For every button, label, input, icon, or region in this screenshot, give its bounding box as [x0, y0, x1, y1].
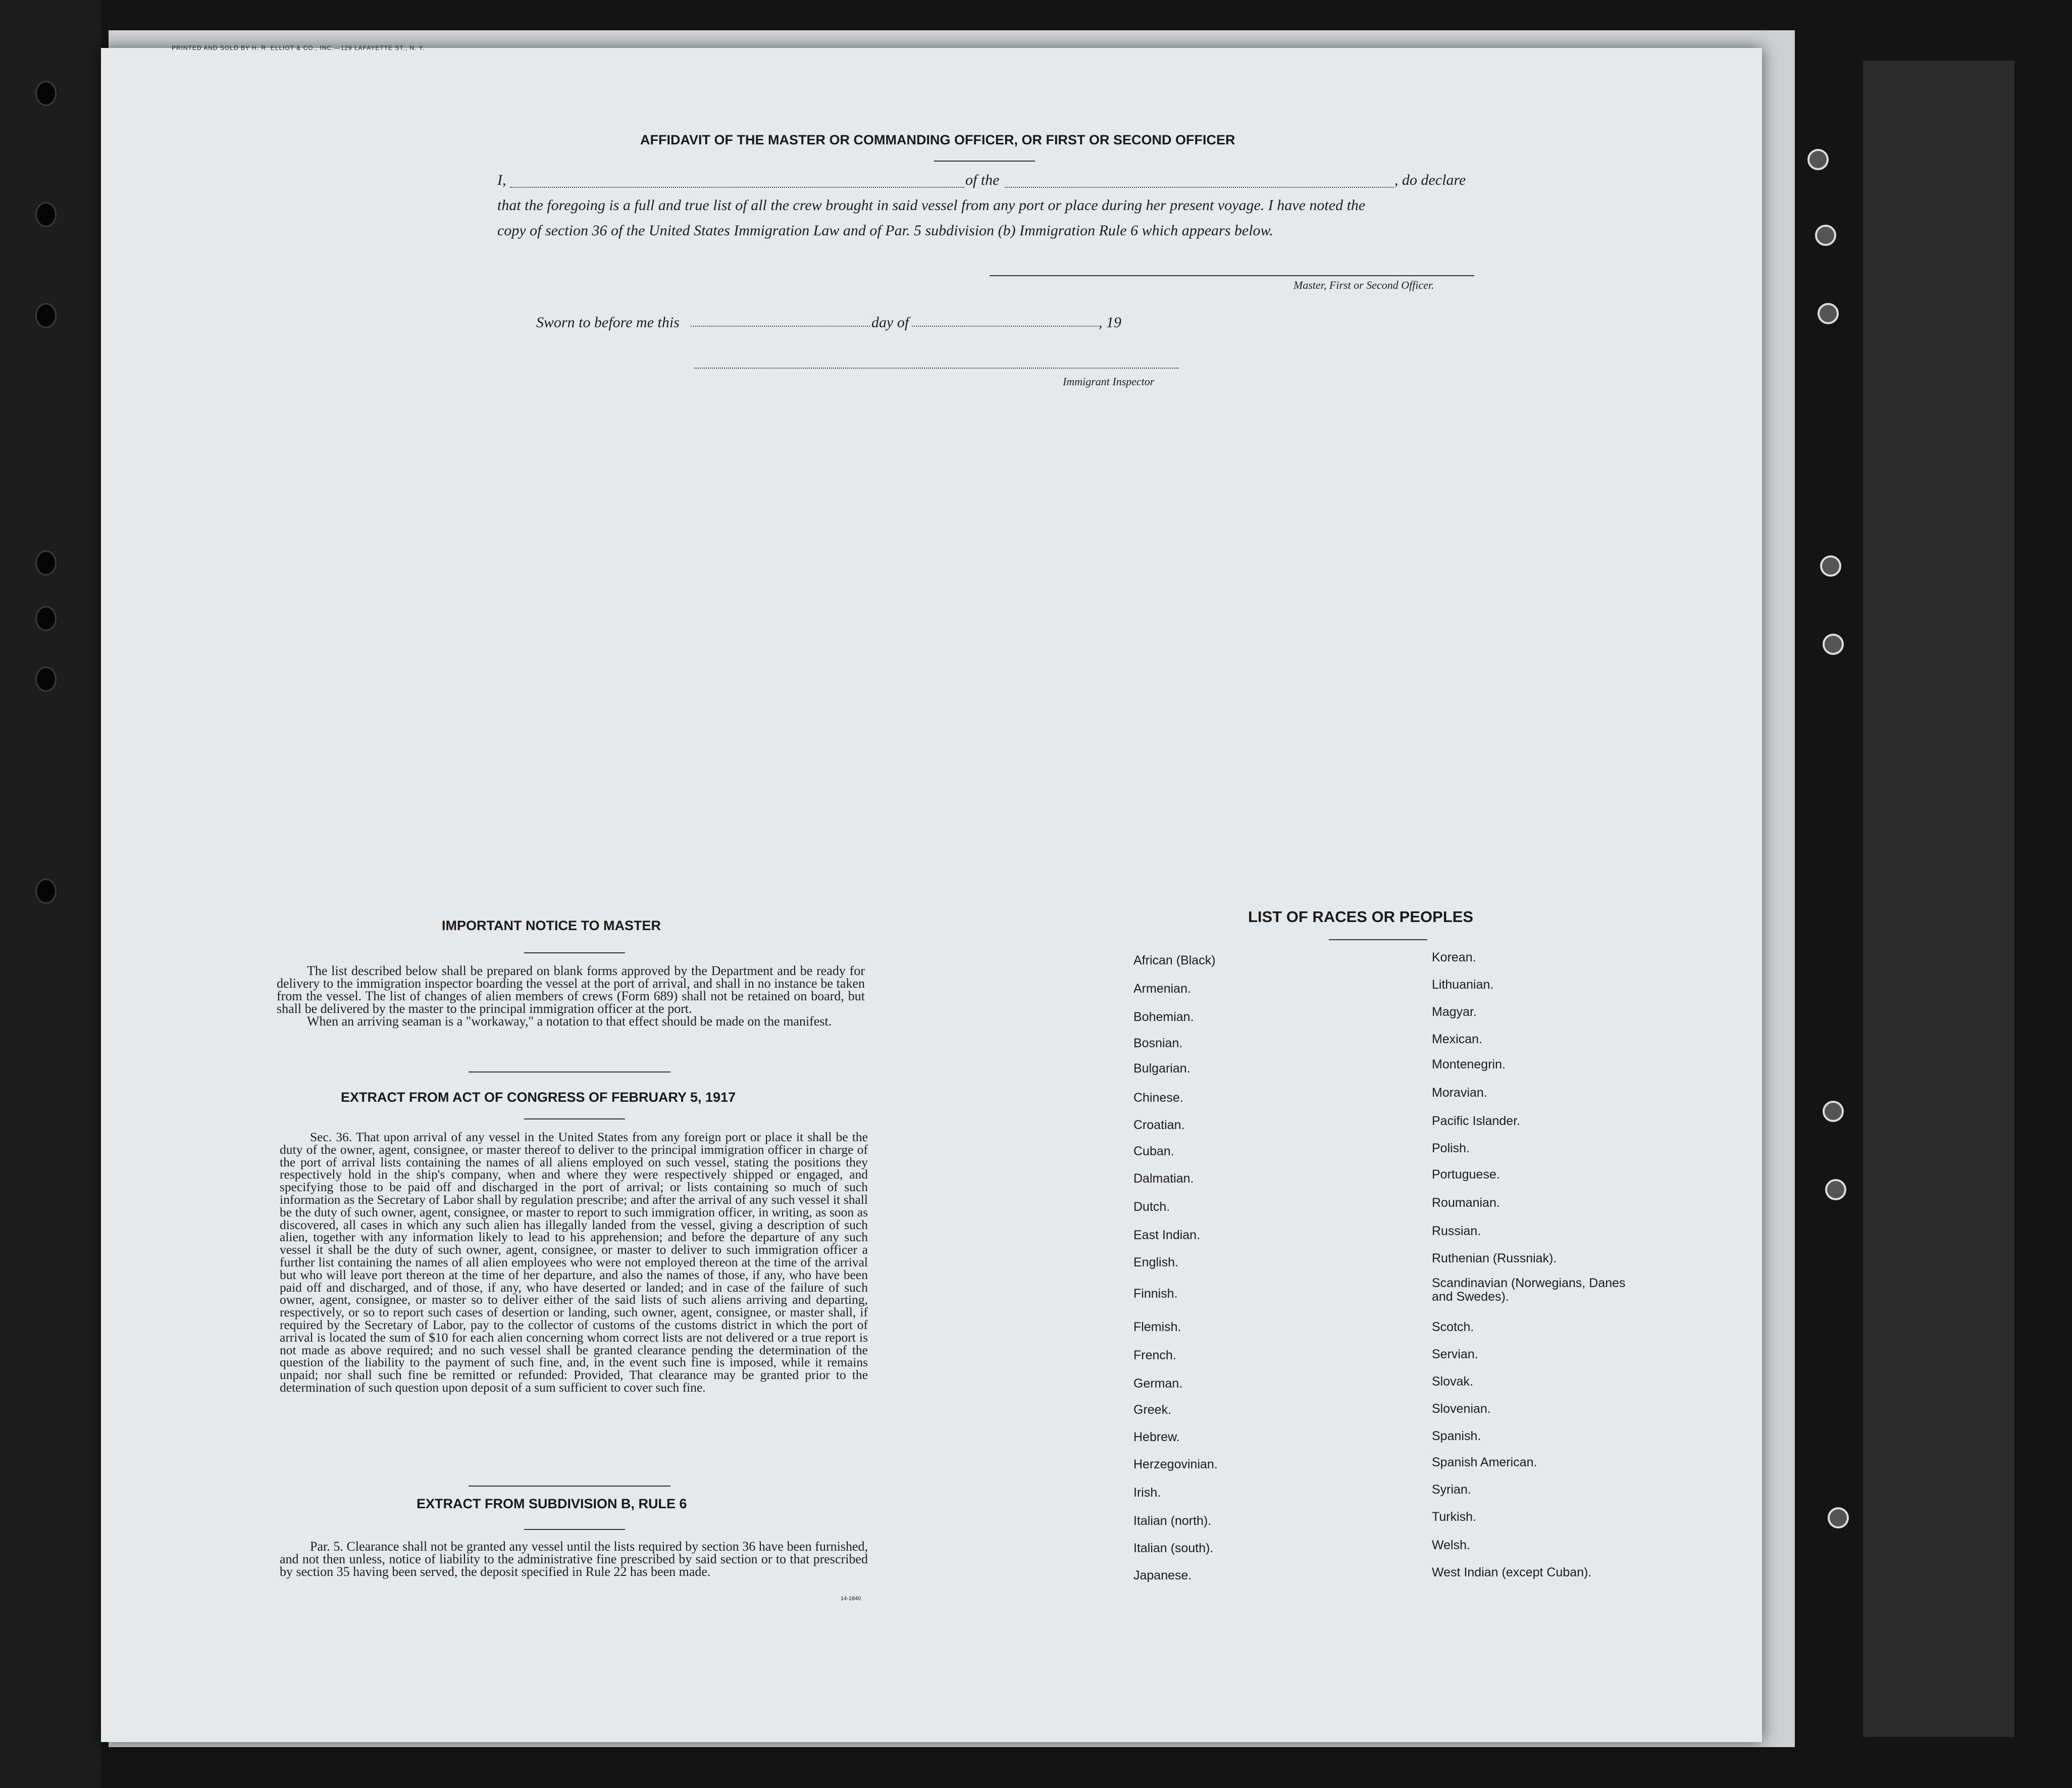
- affidavit-title: AFFIDAVIT OF THE MASTER OR COMMANDING OFFICER, OR FIRST OR SECOND OFFICER: [640, 132, 1235, 147]
- race-item: Armenian.: [1133, 982, 1191, 996]
- binder-hole: [1825, 1179, 1846, 1200]
- race-item: Herzegovinian.: [1133, 1457, 1218, 1471]
- divider: [524, 1529, 625, 1530]
- divider: [1329, 939, 1427, 940]
- race-item: Cuban.: [1133, 1144, 1174, 1158]
- sworn-day-blank: [691, 326, 870, 327]
- divider: [934, 161, 1035, 162]
- race-item: Mexican.: [1432, 1032, 1483, 1046]
- race-item: Dutch.: [1133, 1200, 1170, 1214]
- punch-hole: [35, 667, 57, 692]
- race-item: Moravian.: [1432, 1086, 1487, 1100]
- race-item: Magyar.: [1432, 1005, 1477, 1019]
- race-item: Scotch.: [1432, 1320, 1474, 1334]
- binder-hole: [1823, 634, 1844, 655]
- race-item: Korean.: [1432, 950, 1476, 964]
- race-item: Flemish.: [1133, 1320, 1181, 1334]
- inspector-label: Immigrant Inspector: [1063, 375, 1155, 388]
- race-item: East Indian.: [1133, 1228, 1201, 1242]
- act-extract-title: EXTRACT FROM ACT OF CONGRESS OF FEBRUARY 5, 1917: [341, 1090, 736, 1105]
- sec-36-text: Sec. 36. That upon arrival of any vessel in the United States from any foreign port or place it shall be the duty of the owner, agent, consignee, or master thereof to deliver to the principal immigration officer in charge of the port of arrival lists containing the names of all aliens employed on such vessel, stating the positions they respectively hold in the ship's company, when and where they were respectively shipped or engaged, and specifying those to be paid off and discharged in the port of arrival; or lists containing so much of such information as the Secretary of Labor shall by regulation prescribe; and after the arrival of any such vessel it shall be the duty of such owner, agent, consignee, or master to report to such immigration officer, in writing, as soon as discovered, all cases in which any such alien has illegally landed from the vessel, giving a description of such alien, together with any information likely to lead to his apprehension; and before the departure of any such vessel it shall be the duty of such owner, agent, consignee, or master to deliver to such immigration officer a further list containing the names of all alien employees who were not employed thereon at the time of the arrival but who will leave port thereon at the time of her departure, and also the names of those, if any, who have been paid off and discharged, and of those, if any, who have deserted or landed; and in case of the failure of such owner, agent, consignee, or master so to deliver either of the said lists of such aliens arriving and departing, respectively, or so to report such cases of desertion or landing, such owner, agent, consignee, or master shall, if required by the Secretary of Labor, pay to the collector of customs of the customs district in which the port of arrival is located the sum of $10 for each alien concerning whom correct lists are not delivered or a true report is not made as above required; and no such vessel shall be granted clearance pending the determination of the question of the liability to the payment of such fine, and, in the event such fine is imposed, while it remains unpaid; nor shall such fine be remitted or refunded: Provided, That clearance may be granted prior to the determination of such question upon deposit of a sum sufficient to cover such fine.: [280, 1130, 868, 1395]
- race-item: Finnish.: [1133, 1287, 1178, 1301]
- binder-hole: [1823, 1101, 1844, 1122]
- punch-hole: [35, 879, 57, 904]
- vessel-blank: [1005, 187, 1393, 188]
- affidavit-of-the: of the: [965, 172, 1000, 188]
- race-item: Greek.: [1133, 1403, 1172, 1417]
- punch-hole: [35, 202, 57, 227]
- race-item: Slovenian.: [1432, 1402, 1491, 1416]
- race-item: Italian (north).: [1133, 1514, 1212, 1528]
- sworn-label: Sworn to before me this: [536, 314, 680, 331]
- divider: [524, 1118, 625, 1119]
- sworn-year: , 19: [1099, 314, 1121, 331]
- race-item: Bohemian.: [1133, 1010, 1194, 1024]
- underlying-page-edge: [1863, 61, 2014, 1737]
- officer-signature-line: [990, 275, 1474, 276]
- notice-title: IMPORTANT NOTICE TO MASTER: [442, 918, 661, 933]
- form-number: 14-1840: [841, 1596, 861, 1602]
- affidavit-line2: that the foregoing is a full and true list of all the crew brought in said vessel from any port or place during her present voyage. I have noted the: [497, 197, 1366, 214]
- name-blank: [510, 187, 964, 188]
- notice-paragraph-2: When an arriving seaman is a "workaway," a notation to that effect should be made on the manifest.: [307, 1014, 832, 1029]
- race-item: Irish.: [1133, 1486, 1161, 1500]
- races-title: LIST OF RACES OR PEOPLES: [1248, 908, 1474, 926]
- race-item: Italian (south).: [1133, 1541, 1214, 1555]
- race-item: Servian.: [1432, 1347, 1478, 1361]
- left-scan-margin: [0, 0, 101, 1788]
- affidavit-declare: , do declare: [1394, 172, 1466, 188]
- rule-extract-body: [280, 1540, 868, 1578]
- printer-imprint: PRINTED AND SOLD BY H. R. ELLIOT & CO., INC.—129 LAFAYETTE ST., N. Y.: [172, 44, 425, 52]
- race-item: Japanese.: [1133, 1568, 1192, 1582]
- race-item: English.: [1133, 1255, 1178, 1269]
- act-extract-body: [280, 1131, 868, 1394]
- race-item: Portuguese.: [1432, 1167, 1500, 1182]
- rule-extract-title: EXTRACT FROM SUBDIVISION B, RULE 6: [417, 1496, 687, 1511]
- par-5-text: Par. 5. Clearance shall not be granted any vessel until the lists required by section 36 have been furnished, and not then unless, notice of liability to the administrative fine prescribed by said section or to that prescribed by section 35 having been served, the deposit specified in Rule 22 has been made.: [280, 1539, 868, 1579]
- affidavit-i: I,: [497, 172, 506, 188]
- sworn-month-blank: [912, 326, 1099, 327]
- race-item: French.: [1133, 1348, 1176, 1362]
- race-item: Ruthenian (Russniak).: [1432, 1251, 1557, 1265]
- manifest-page: [101, 48, 1762, 1742]
- binder-hole: [1807, 149, 1829, 170]
- punch-hole: [35, 81, 57, 106]
- binder-hole: [1828, 1507, 1849, 1528]
- inspector-signature-line: [694, 368, 1179, 369]
- race-item: Slovak.: [1432, 1374, 1473, 1389]
- race-item: Lithuanian.: [1432, 978, 1494, 992]
- race-item: Dalmatian.: [1133, 1171, 1194, 1186]
- binder-hole: [1820, 555, 1841, 577]
- divider: [469, 1071, 670, 1072]
- race-item: African (Black): [1133, 953, 1216, 967]
- punch-hole: [35, 303, 57, 328]
- race-item: Hebrew.: [1133, 1430, 1180, 1444]
- binder-hole: [1818, 303, 1839, 324]
- race-item: Bosnian.: [1133, 1036, 1183, 1050]
- race-item: Scandinavian (Norwegians, Danes and Swedes).: [1432, 1276, 1626, 1304]
- race-item: Montenegrin.: [1432, 1057, 1506, 1071]
- divider: [524, 952, 625, 953]
- race-item: Polish.: [1432, 1141, 1470, 1155]
- race-item: Bulgarian.: [1133, 1061, 1190, 1076]
- punch-hole: [35, 550, 57, 576]
- race-item: German.: [1133, 1376, 1183, 1391]
- race-item: Turkish.: [1432, 1510, 1476, 1524]
- race-item: Welsh.: [1432, 1538, 1470, 1552]
- punch-hole: [35, 606, 57, 631]
- race-item: Syrian.: [1432, 1483, 1471, 1497]
- race-item: Chinese.: [1133, 1091, 1183, 1105]
- notice-body: [277, 964, 865, 1028]
- race-item: Spanish.: [1432, 1429, 1481, 1443]
- race-item: Spanish American.: [1432, 1455, 1537, 1469]
- officer-signature-label: Master, First or Second Officer.: [1293, 279, 1434, 291]
- race-item: Russian.: [1432, 1224, 1481, 1238]
- sworn-day-of: day of: [871, 314, 909, 331]
- notice-paragraph-1: The list described below shall be prepared on blank forms approved by the Department and be ready for delivery to the immigration inspector boarding the vessel at the port of arrival, and shall in no instance be taken from the vessel. The list of changes of alien members of crews (Form 689) shall not be retained on board, but shall be delivered by the master to the principal immigration officer at the port.: [277, 963, 865, 1016]
- race-item: Croatian.: [1133, 1118, 1185, 1132]
- race-item: West Indian (except Cuban).: [1432, 1565, 1592, 1579]
- binder-hole: [1815, 225, 1836, 246]
- race-item: Pacific Islander.: [1432, 1114, 1521, 1128]
- race-item: Roumanian.: [1432, 1196, 1500, 1210]
- affidavit-line3: copy of section 36 of the United States Immigration Law and of Par. 5 subdivision (b) Immigration Rule 6 which appears below.: [497, 222, 1273, 239]
- divider: [469, 1486, 670, 1487]
